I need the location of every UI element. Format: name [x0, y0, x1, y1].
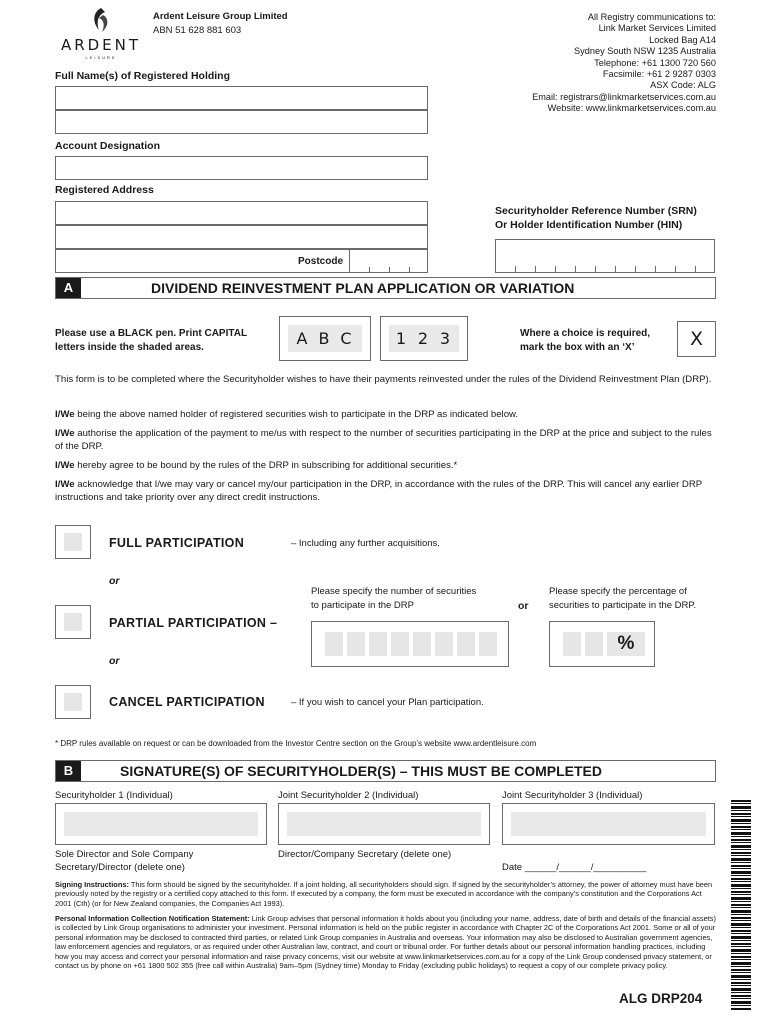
pen-instruction-2: letters inside the shaded areas.: [55, 342, 204, 353]
registry-line: Locked Bag A14: [649, 34, 716, 45]
example-letters-box: [279, 316, 371, 361]
drp-intro: This form is to be completed where the Securityholder wishes to have their payments reinvested under the rules of the Dividend Reinvestment Plan (DRP).: [55, 374, 712, 385]
postcode-divider: [369, 267, 370, 273]
postcode-field[interactable]: [349, 249, 428, 273]
example-digit: 1: [395, 329, 407, 348]
partial-participation-checkbox[interactable]: [55, 605, 91, 639]
full-name-field-2[interactable]: [55, 110, 428, 134]
percent-symbol: %: [617, 633, 635, 654]
declaration-4: [55, 478, 717, 504]
signature-2-box[interactable]: [278, 803, 490, 845]
registry-line: Email: registrars@linkmarketservices.com.au: [532, 91, 716, 102]
address-field-1[interactable]: [55, 201, 428, 225]
signature-1-role-2: Secretary/Director (delete one): [55, 862, 185, 873]
example-digit: 2: [417, 329, 429, 348]
example-digit: 3: [439, 329, 451, 348]
postcode-divider: [389, 267, 390, 273]
section-a-letter: A: [56, 278, 81, 298]
number-of-securities-note-1: Please specify the number of securities: [311, 586, 477, 597]
registry-line: Website: www.linkmarketservices.com.au: [547, 103, 716, 114]
number-of-securities-note-2: to participate in the DRP: [311, 600, 414, 611]
srn-field[interactable]: [495, 239, 715, 273]
example-x-box: [677, 321, 716, 357]
registered-address-label: Registered Address: [55, 184, 154, 196]
percentage-note-1: Please specify the percentage of: [549, 586, 687, 597]
example-digits-box: [380, 316, 468, 361]
signing-instructions: [55, 880, 717, 908]
example-letter: C: [340, 329, 352, 348]
signature-3-box[interactable]: [502, 803, 715, 845]
partial-participation-label: PARTIAL PARTICIPATION –: [109, 616, 278, 630]
signature-2-label: Joint Securityholder 2 (Individual): [278, 790, 419, 801]
choice-instruction-2: mark the box with an ‘X’: [520, 342, 635, 353]
example-letter: B: [318, 329, 330, 348]
privacy-statement-text: Link Group advises that personal information it holds about you (including your name, address, date of birth and details of the financial assets) is collected by Link Group organisations to administer your investment. Personal information is held on the public register in accordance with Chapter 2C of the Corporations Act 2001. Some or all of your personal information may be disclosed to contracted third parties, or related Link Group companies in Australia and overseas. Your information may also be disclosed to Australian government agencies, law enforcement agencies and regulators, or as required under other Australian law, contract, and court or tribunal order. For further details about our personal information handling practices, including how you may access and correct your personal information and raise privacy concerns, visit our website at www.linkmarketservices.com.au for a copy of the Link Group condensed privacy statement, or contact us by phone on +61 1800 502 355 (free call within Australia) 9am–5pm (Sydney time) Monday to Friday (excluding public holidays) to request a copy of our complete privacy policy.: [55, 914, 716, 971]
srn-ticks: [496, 266, 714, 272]
pen-instruction-1: Please use a BLACK pen. Print CAPITAL: [55, 328, 248, 339]
declaration-text: authorise the application of the payment to me/us with respect to the number of securities participating in the DRP at the price and subject to the rules of the DRP.: [55, 428, 712, 452]
choice-instruction-1: Where a choice is required,: [520, 328, 651, 339]
srn-label-2: Or Holder Identification Number (HIN): [495, 219, 683, 231]
postcode-divider: [409, 267, 410, 273]
cancel-participation-checkbox[interactable]: [55, 685, 91, 719]
registry-line: Facsimile: +61 2 9287 0303: [602, 69, 716, 80]
signing-instructions-lead: Signing Instructions:: [55, 880, 129, 889]
declaration-1: [55, 408, 717, 421]
signing-instructions-text: This form should be signed by the securityholder. If a joint holding, all securityholders should sign. If signed by the securityholder’s attorney, the power of attorney must have been previously noted by the registry or a certified copy attached to this form. If executed by a company, the form must be executed in accordance with the company’s constitution and the Corporations Act 2001 (Cth) (or for New Zealand companies, the Companies Act 1993).: [55, 880, 713, 908]
company-abn: ABN 51 628 881 603: [153, 25, 242, 36]
date-field[interactable]: Date ______/______/__________: [502, 862, 647, 873]
account-designation-field[interactable]: [55, 156, 428, 180]
ardent-logo: [55, 6, 147, 62]
account-designation-label: Account Designation: [55, 140, 161, 152]
logo-mark-icon: [87, 6, 115, 34]
declaration-lead: I/We: [55, 460, 75, 471]
registry-line: ASX Code: ALG: [650, 80, 716, 91]
declaration-text: being the above named holder of registered securities wish to participate in the DRP as indicated below.: [74, 409, 519, 420]
declaration-text: hereby agree to be bound by the rules of the DRP in subscribing for additional securities.*: [74, 460, 458, 471]
signature-1-label: Securityholder 1 (Individual): [55, 790, 173, 801]
postcode-label: Postcode: [298, 256, 344, 267]
registry-line: Link Market Services Limited: [598, 23, 716, 34]
barcode: [731, 800, 751, 1010]
declaration-lead: I/We: [55, 409, 75, 420]
section-b-header: [55, 760, 716, 782]
signature-1-role-1: Sole Director and Sole Company: [55, 849, 194, 860]
section-a-title: DIVIDEND REINVESTMENT PLAN APPLICATION OR VARIATION: [151, 280, 575, 296]
declaration-text: acknowledge that I/we may vary or cancel my/our participation in the DRP, in accordance with the rules of the DRP. This will cancel any earlier DRP instructions and take priority over any direct credit instructions.: [55, 479, 703, 503]
srn-label-1: Securityholder Reference Number (SRN): [495, 205, 697, 217]
declaration-lead: I/We: [55, 479, 75, 490]
registry-line: All Registry communications to:: [587, 12, 716, 22]
example-x-mark: X: [689, 328, 704, 350]
declaration-2: [55, 427, 717, 453]
signature-3-label: Joint Securityholder 3 (Individual): [502, 790, 643, 801]
full-name-label: Full Name(s) of Registered Holding: [55, 70, 231, 82]
declaration-3: [55, 459, 717, 472]
signature-1-box[interactable]: [55, 803, 267, 845]
percentage-note-2: securities to participate in the DRP.: [549, 600, 697, 611]
form-code: ALG DRP204: [619, 991, 703, 1006]
section-a-header: [55, 277, 716, 299]
logo-subtext: LEISURE: [85, 55, 117, 60]
company-name: Ardent Leisure Group Limited: [153, 11, 288, 22]
cancel-participation-note: – If you wish to cancel your Plan participation.: [291, 697, 484, 708]
or-divider-1: or: [109, 575, 120, 587]
example-letter: A: [296, 329, 308, 348]
full-participation-checkbox[interactable]: [55, 525, 91, 559]
drp-rules-footnote: * DRP rules available on request or can be downloaded from the Investor Centre section on the Group’s website www.ardentleisure.com: [55, 739, 537, 748]
signature-2-role: Director/Company Secretary (delete one): [278, 849, 452, 860]
percentage-field[interactable]: [549, 621, 655, 667]
cancel-participation-label: CANCEL PARTICIPATION: [109, 695, 265, 709]
or-between-fields: or: [518, 600, 529, 612]
declaration-lead: I/We: [55, 428, 75, 439]
or-divider-2: or: [109, 655, 120, 667]
full-name-field-1[interactable]: [55, 86, 428, 110]
address-field-2[interactable]: [55, 225, 428, 249]
section-b-letter: B: [56, 761, 81, 781]
registry-line: Telephone: +61 1300 720 560: [594, 57, 716, 68]
section-b-title: SIGNATURE(S) OF SECURITYHOLDER(S) – THIS MUST BE COMPLETED: [120, 763, 602, 779]
privacy-statement-lead: Personal Information Collection Notification Statement:: [55, 914, 250, 923]
logo-wordmark: ARDENT: [60, 36, 142, 54]
full-participation-note: – Including any further acquisitions.: [291, 538, 440, 549]
registry-contact: [532, 12, 716, 115]
full-participation-label: FULL PARTICIPATION: [109, 536, 245, 550]
privacy-statement: [55, 914, 717, 970]
registry-line: Sydney South NSW 1235 Australia: [574, 46, 716, 57]
number-of-securities-field[interactable]: [311, 621, 509, 667]
